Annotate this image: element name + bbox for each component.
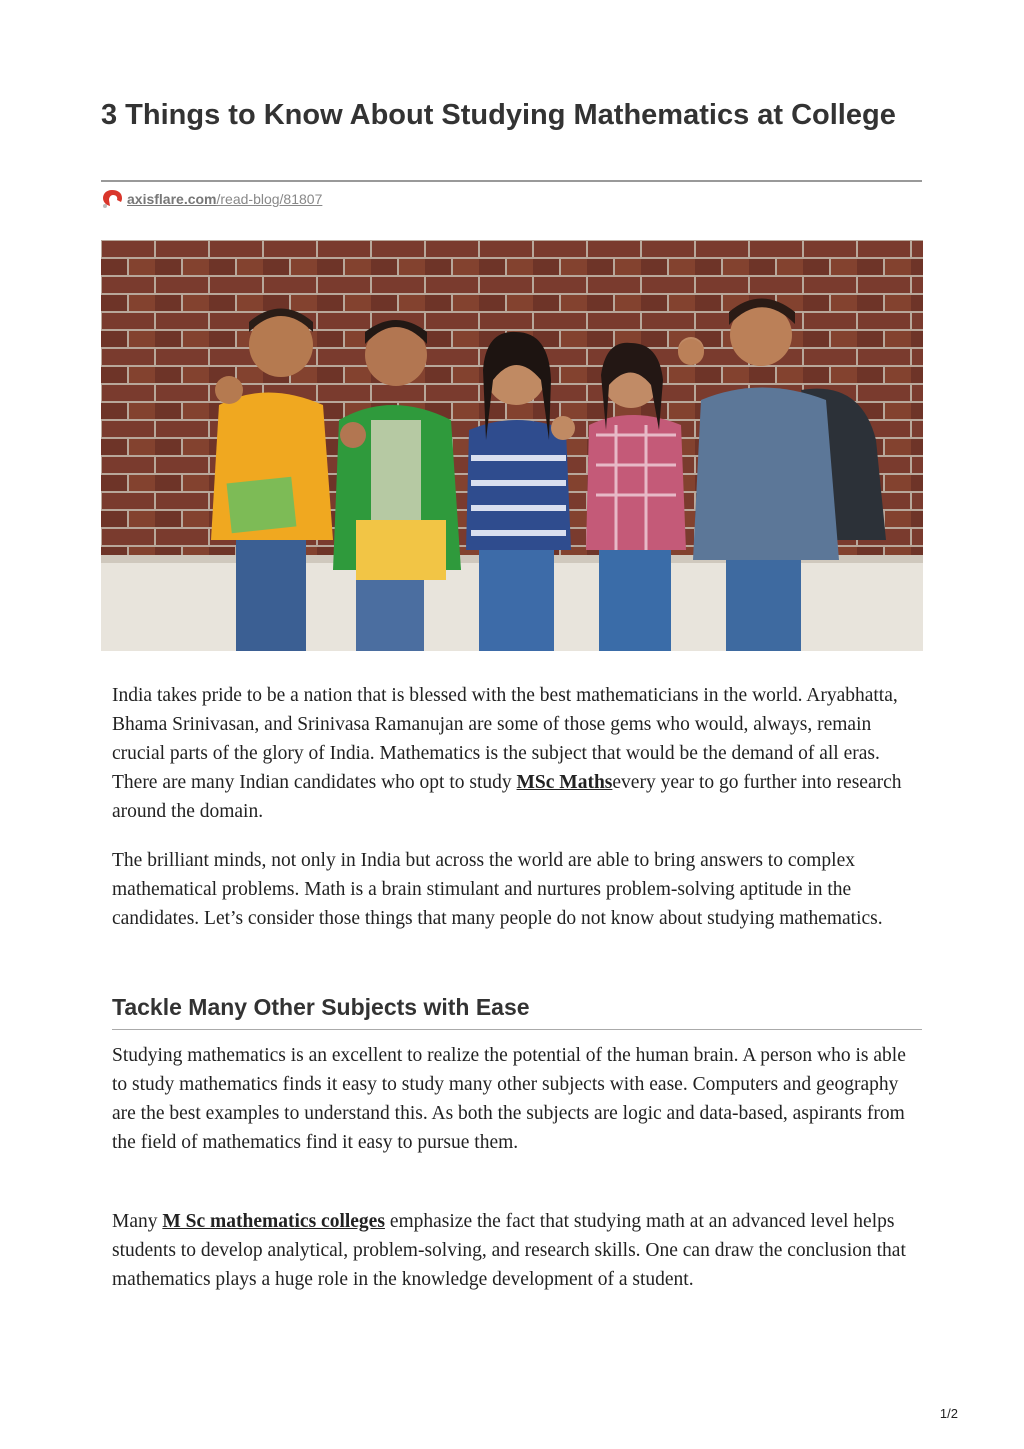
paragraph-colleges	[112, 1207, 927, 1294]
site-logo-icon	[101, 189, 123, 209]
paragraph-colleges-text: Many	[112, 1211, 163, 1232]
paragraph-minds: The brilliant minds, not only in India but across the world are able to bring answers to complex mathematical problems. Math is a brain stimulant and nurtures problem-solving aptitude in the candidates. Let’s consider those things that many people do not know about studying mathematics.	[112, 850, 883, 929]
section-heading: Tackle Many Other Subjects with Ease	[112, 994, 530, 1020]
source-link[interactable]	[101, 189, 322, 209]
paragraph-colleges-text-end: emphasize the fact that studying math at an advanced level helps students to develop analytical, problem-solving, and research skills. One can draw the conclusion that mathematics plays a huge role in the knowledge development of a student.	[112, 1211, 906, 1290]
section-divider	[112, 1029, 922, 1030]
paragraph-intro-text: India takes pride to be a nation that is blessed with the best mathematicians in the world. Aryabhatta, Bhama Srinivasan, and Srinivasa Ramanujan are some of those gems who would, always, remain crucial parts of the glory of India. Mathematics is the subject that would be the demand of all eras. There are many Indian candidates who opt to study	[112, 685, 898, 793]
source-domain[interactable]: axisflare.com	[127, 191, 217, 207]
hero-image	[101, 240, 923, 651]
article-title: 3 Things to Know About Studying Mathematics at College	[101, 99, 896, 131]
source-path[interactable]: /read-blog/81807	[216, 191, 323, 207]
title-divider	[101, 180, 922, 182]
page-number: 1/2	[939, 1406, 958, 1421]
paragraph-intro	[112, 681, 927, 826]
paragraph-subjects: Studying mathematics is an excellent to realize the potential of the human brain. A person who is able to study mathematics finds it easy to study many other subjects with ease. Computers and geography are the best examples to understand this. As both the subjects are logic and data-based, aspirants from the field of mathematics find it easy to pursue them.	[112, 1045, 906, 1153]
msc-maths-link[interactable]: MSc Maths	[516, 772, 613, 793]
paragraph-intro-text-end: every year to go further into research around the domain.	[112, 772, 902, 822]
msc-colleges-link[interactable]: M Sc mathematics colleges	[162, 1211, 385, 1232]
